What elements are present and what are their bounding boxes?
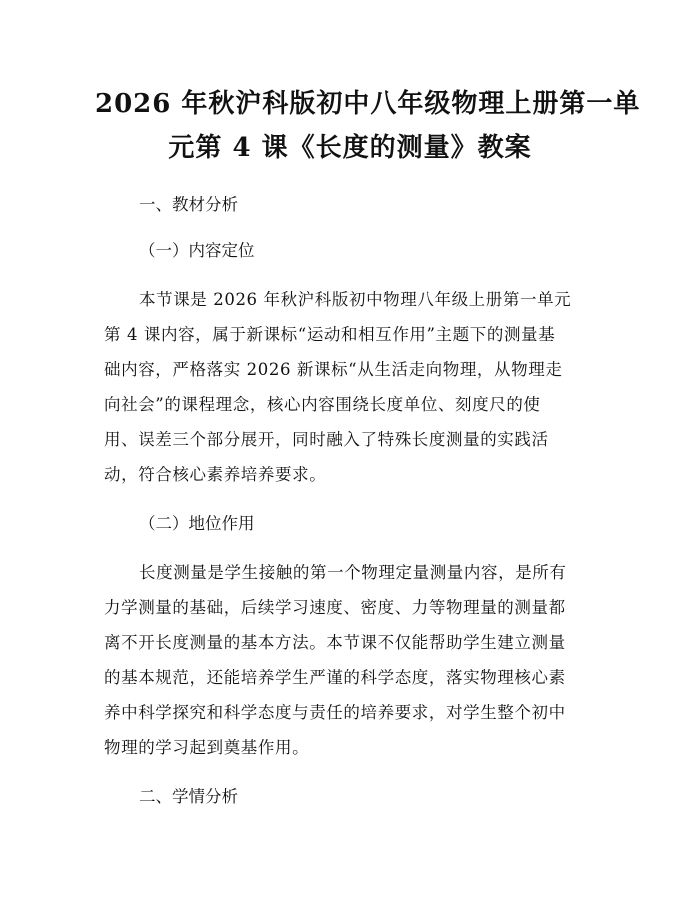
paragraph-line: 长度测量是学生接触的第一个物理定量测量内容，是所有: [139, 563, 567, 582]
paragraph-line: 离不开长度测量的基本方法。本节课不仅能帮助学生建立测量: [104, 633, 566, 652]
section-heading-textbook-analysis: 一、教材分析: [139, 195, 238, 214]
paragraph-line: 本节课是 2026 年秋沪科版初中物理八年级上册第一单元: [139, 290, 572, 309]
paragraph-line: 的基本规范，还能培养学生严谨的科学态度，落实物理核心素: [104, 668, 566, 687]
subsection-heading-content-positioning: （一）内容定位: [139, 241, 255, 260]
paragraph-line: 动，符合核心素养培养要求。: [104, 465, 327, 484]
paragraph-line: 用、误差三个部分展开，同时融入了特殊长度测量的实践活: [104, 430, 549, 449]
document-title-line-1: 2026 年秋沪科版初中八年级物理上册第一单: [95, 89, 641, 119]
section-heading-learner-analysis: 二、学情分析: [139, 787, 238, 806]
paragraph-line: 力学测量的基础，后续学习速度、密度、力等物理量的测量都: [104, 598, 566, 617]
document-title-line-2: 元第 4 课《长度的测量》教案: [168, 133, 532, 163]
subsection-heading-role: （二）地位作用: [139, 514, 255, 533]
paragraph-line: 向社会”的课程理念，核心内容围绕长度单位、刻度尺的使: [104, 395, 541, 414]
paragraph-line: 第 4 课内容，属于新课标“运动和相互作用”主题下的测量基: [104, 325, 556, 344]
paragraph-line: 养中科学探究和科学态度与责任的培养要求，对学生整个初中: [104, 703, 566, 722]
paragraph-line: 物理的学习起到奠基作用。: [104, 738, 310, 757]
paragraph-line: 础内容，严格落实 2026 新课标“从生活走向物理，从物理走: [104, 360, 563, 379]
